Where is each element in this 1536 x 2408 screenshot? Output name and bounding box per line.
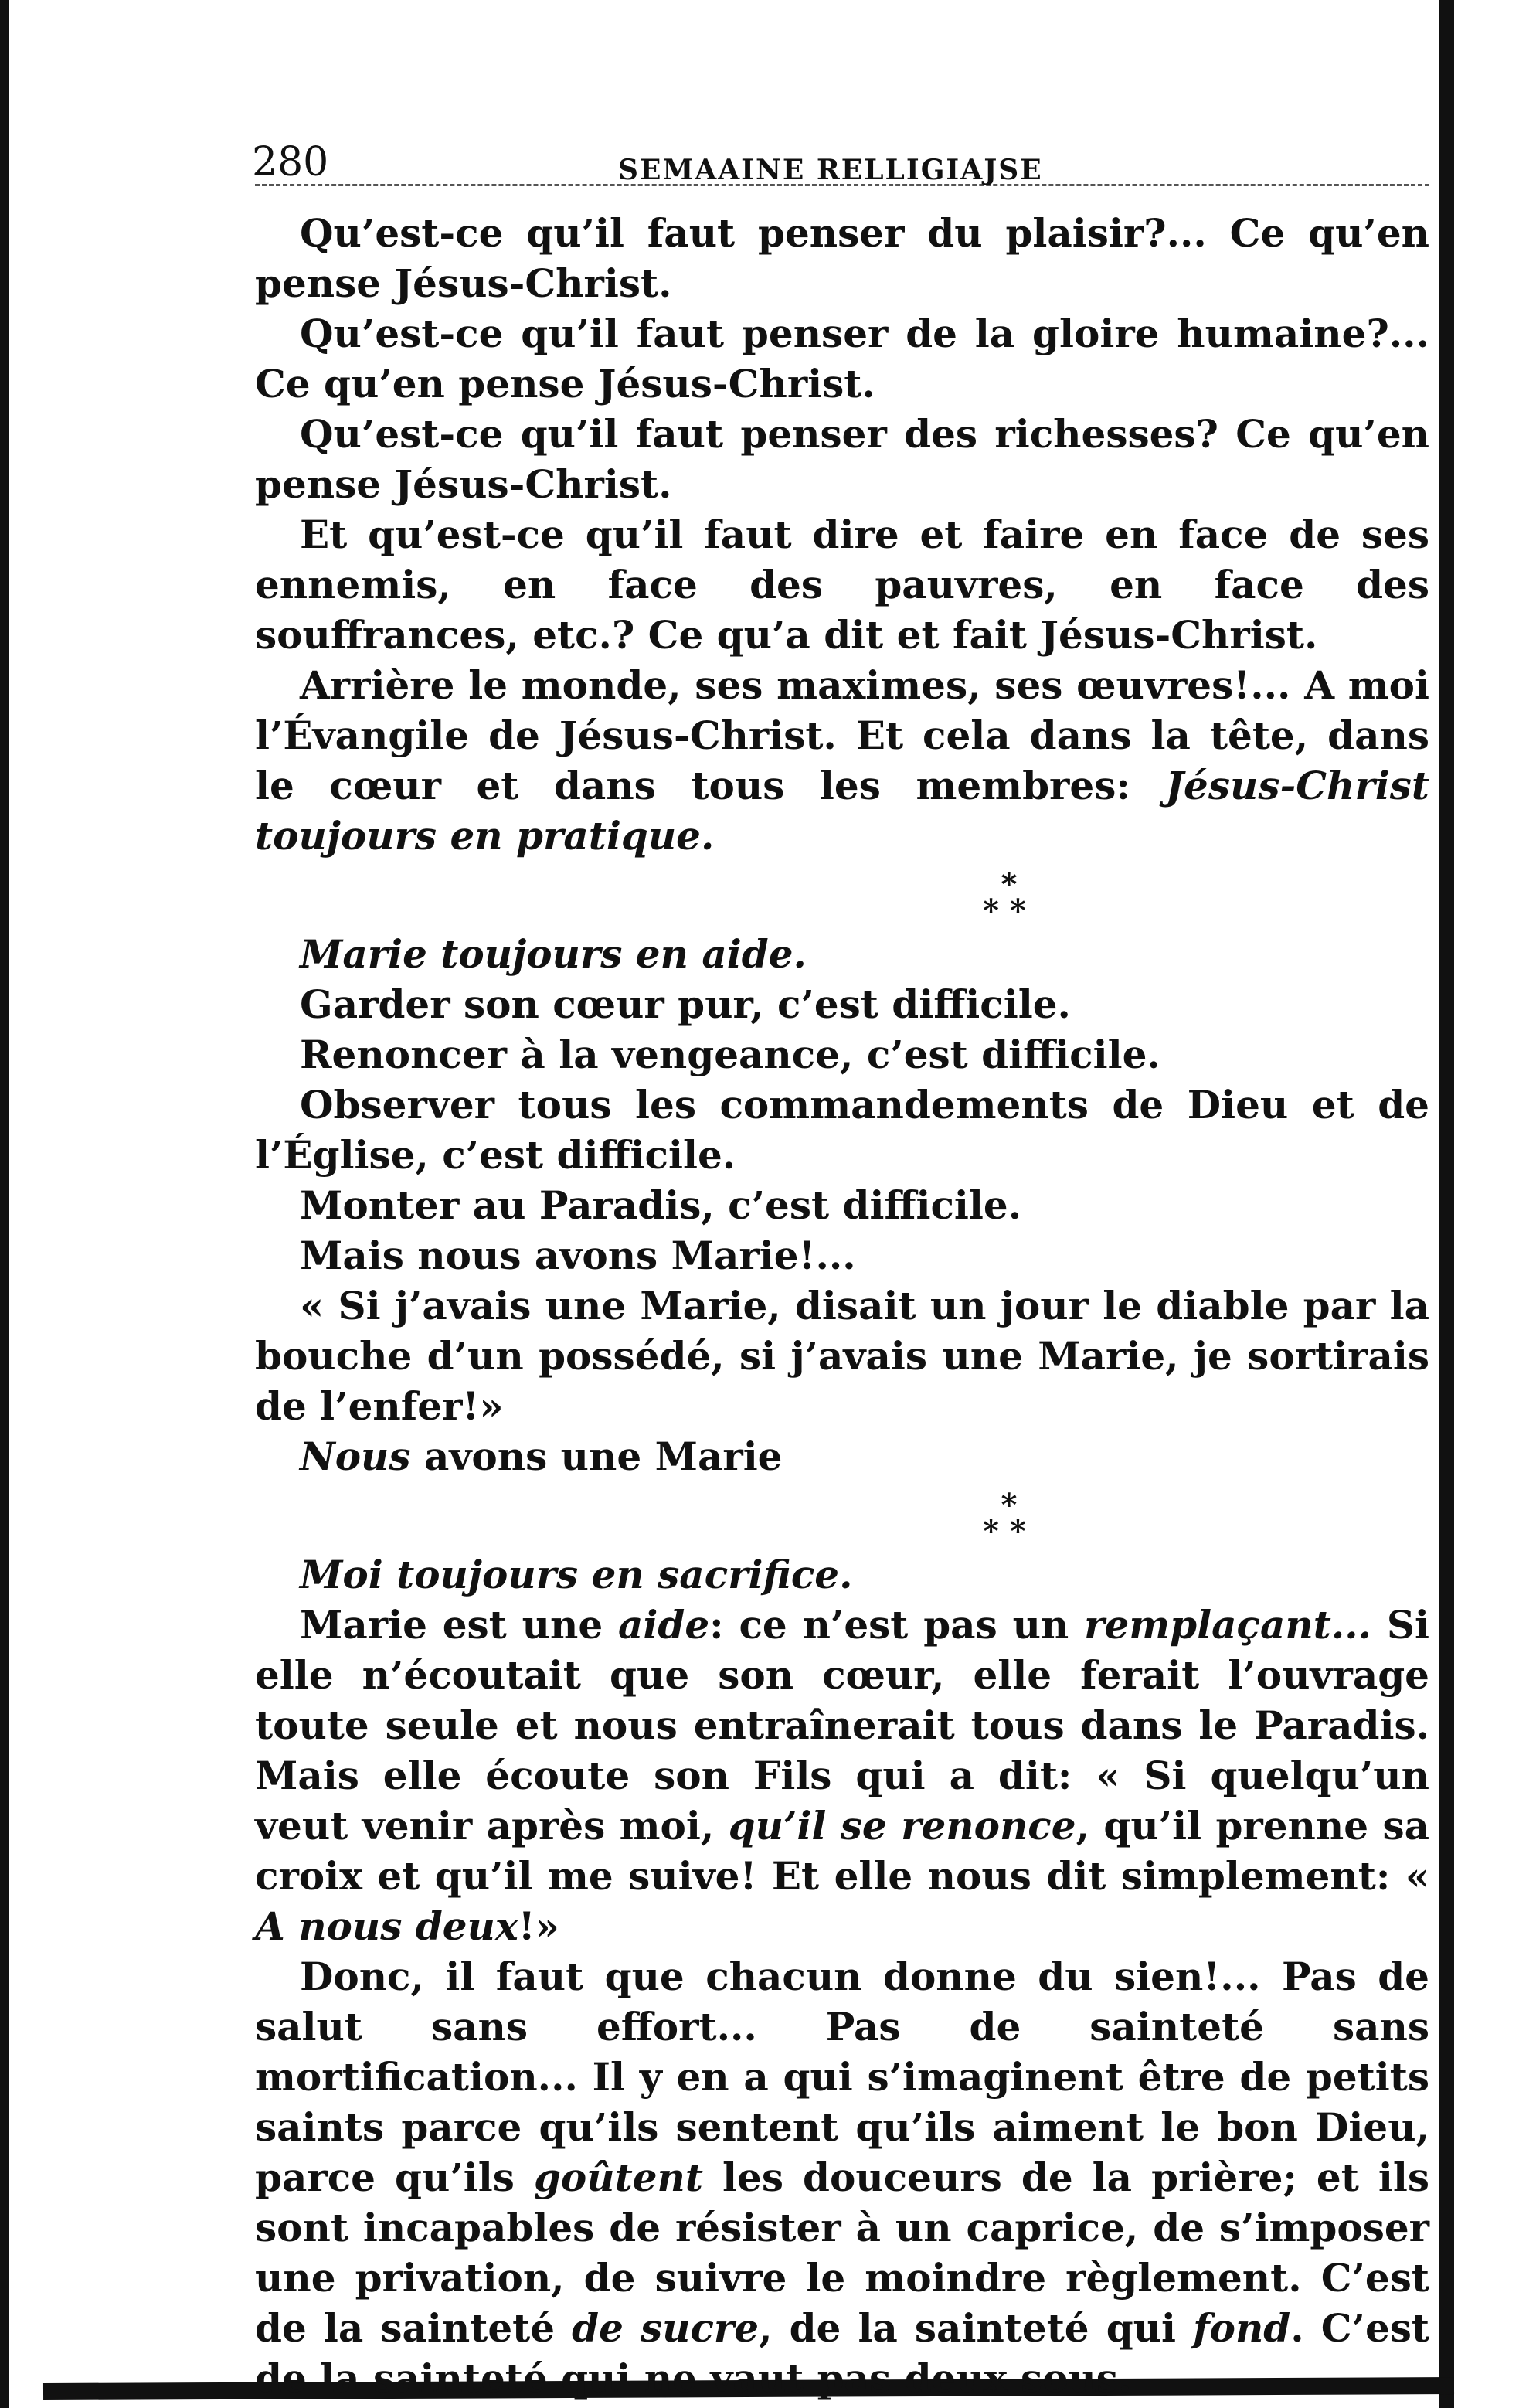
running-title: SEMAAINE RELLIGIAJSE	[618, 154, 1043, 186]
page	[252, 124, 1430, 2403]
paragraph-6: Garder son cœur pur, c’est difficile.	[300, 981, 1071, 1027]
text-run: . C’est de la sainteté qui ne vaut pas deux sous.	[255, 2305, 1430, 2401]
paragraph-10: Mais nous avons Marie!...	[300, 1233, 856, 1278]
paragraph-11: « Si j’avais une Marie, disait un jour le diable par la bouche d’un possédé, si j’avais une Marie, je sortirais de l’enfer!»	[255, 1283, 1429, 1429]
italic-run: aide	[618, 1602, 710, 1648]
paragraph-12-text: avons une Marie	[410, 1434, 783, 1479]
italic-run: goûtent	[533, 2155, 703, 2200]
page-number: 280	[252, 139, 329, 185]
separator-star-top: *	[1001, 866, 1018, 903]
text-run: Donc, il faut que chacun donne du sien!... Pas de salut sans effort... Pas de sainteté sans mortification... Il y en a qui s’imaginent être de petits saints parce qu’ils sentent qu’ils aiment le bon Dieu, parce qu’ils	[255, 1954, 1429, 2200]
text-run: , de la sainteté qui	[759, 2305, 1194, 2351]
paragraph-7: Renoncer à la vengeance, c’est difficile.	[300, 1032, 1160, 1077]
text-run: !»	[518, 1903, 559, 1949]
scan-border-right	[1439, 0, 1454, 2408]
paragraph-8: Observer tous les commandements de Dieu et de l’Église, c’est difficile.	[255, 1082, 1429, 1178]
paragraph-3: Qu’est-ce qu’il faut penser des richesses? Ce qu’en pense Jésus-Christ.	[255, 411, 1429, 507]
text-run: Si elle n’écoutait que son cœur, elle ferait l’ouvrage toute seule et nous entraînerait tous dans le Paradis. Mais elle écoute son Fils qui a dit: « Si quelqu’un veut venir après moi,	[255, 1602, 1430, 1849]
scan-border-left	[0, 0, 9, 2408]
paragraph-9: Monter au Paradis, c’est difficile.	[300, 1182, 1022, 1228]
section-separator-2	[255, 1487, 1429, 1549]
paragraph-2: Qu’est-ce qu’il faut penser de la gloire humaine?... Ce qu’en pense Jésus-Christ.	[255, 311, 1429, 406]
italic-run: de sucre	[572, 2305, 760, 2351]
separator-star-top: *	[1001, 1487, 1018, 1523]
page-header	[252, 124, 1429, 186]
paragraph-14	[255, 1951, 1429, 2403]
paragraph-5-italic: Jésus-Christ toujours en pratique.	[255, 763, 1429, 859]
section-heading-2: Moi toujours en sacrifice.	[300, 1552, 853, 1597]
italic-run: fond	[1193, 2305, 1291, 2351]
section-separator-1	[255, 866, 1429, 929]
paragraph-1: Qu’est-ce qu’il faut penser du plaisir?... Ce qu’en pense Jésus-Christ.	[255, 210, 1429, 306]
separator-stars-bottom: * *	[983, 1513, 1026, 1549]
paragraph-13	[255, 1600, 1429, 1951]
text-run: : ce n’est pas un	[709, 1602, 1085, 1648]
paragraph-4: Et qu’est-ce qu’il faut dire et faire en face de ses ennemis, en face des pauvres, en face des souffrances, etc.? Ce qu’a dit et fait Jésus-Christ.	[255, 512, 1429, 658]
text-run: Marie est une	[300, 1602, 618, 1648]
paragraph-5	[255, 660, 1429, 861]
section-heading-1: Marie toujours en aide.	[300, 931, 807, 977]
page-body	[255, 208, 1429, 2403]
paragraph-12-italic: Nous	[300, 1434, 411, 1479]
italic-run: qu’il se renonce	[728, 1803, 1076, 1849]
paragraph-12	[255, 1431, 1429, 1481]
text-run: , qu’il prenne sa croix et qu’il me suive! Et elle nous dit simplement: «	[255, 1803, 1429, 1899]
text-run: les douceurs de la prière; et ils sont incapables de résister à un caprice, de s’imposer une privation, de suivre le moindre règlement. C’est de la sainteté	[255, 2155, 1430, 2351]
paragraph-5-text: Arrière le monde, ses maximes, ses œuvres!... A moi l’Évangile de Jésus-Christ. Et cela dans la tête, dans le cœur et dans tous les membres:	[255, 662, 1429, 808]
separator-stars-bottom: * *	[983, 893, 1026, 929]
italic-run: remplaçant...	[1084, 1602, 1372, 1648]
italic-run: A nous deux	[255, 1903, 518, 1949]
